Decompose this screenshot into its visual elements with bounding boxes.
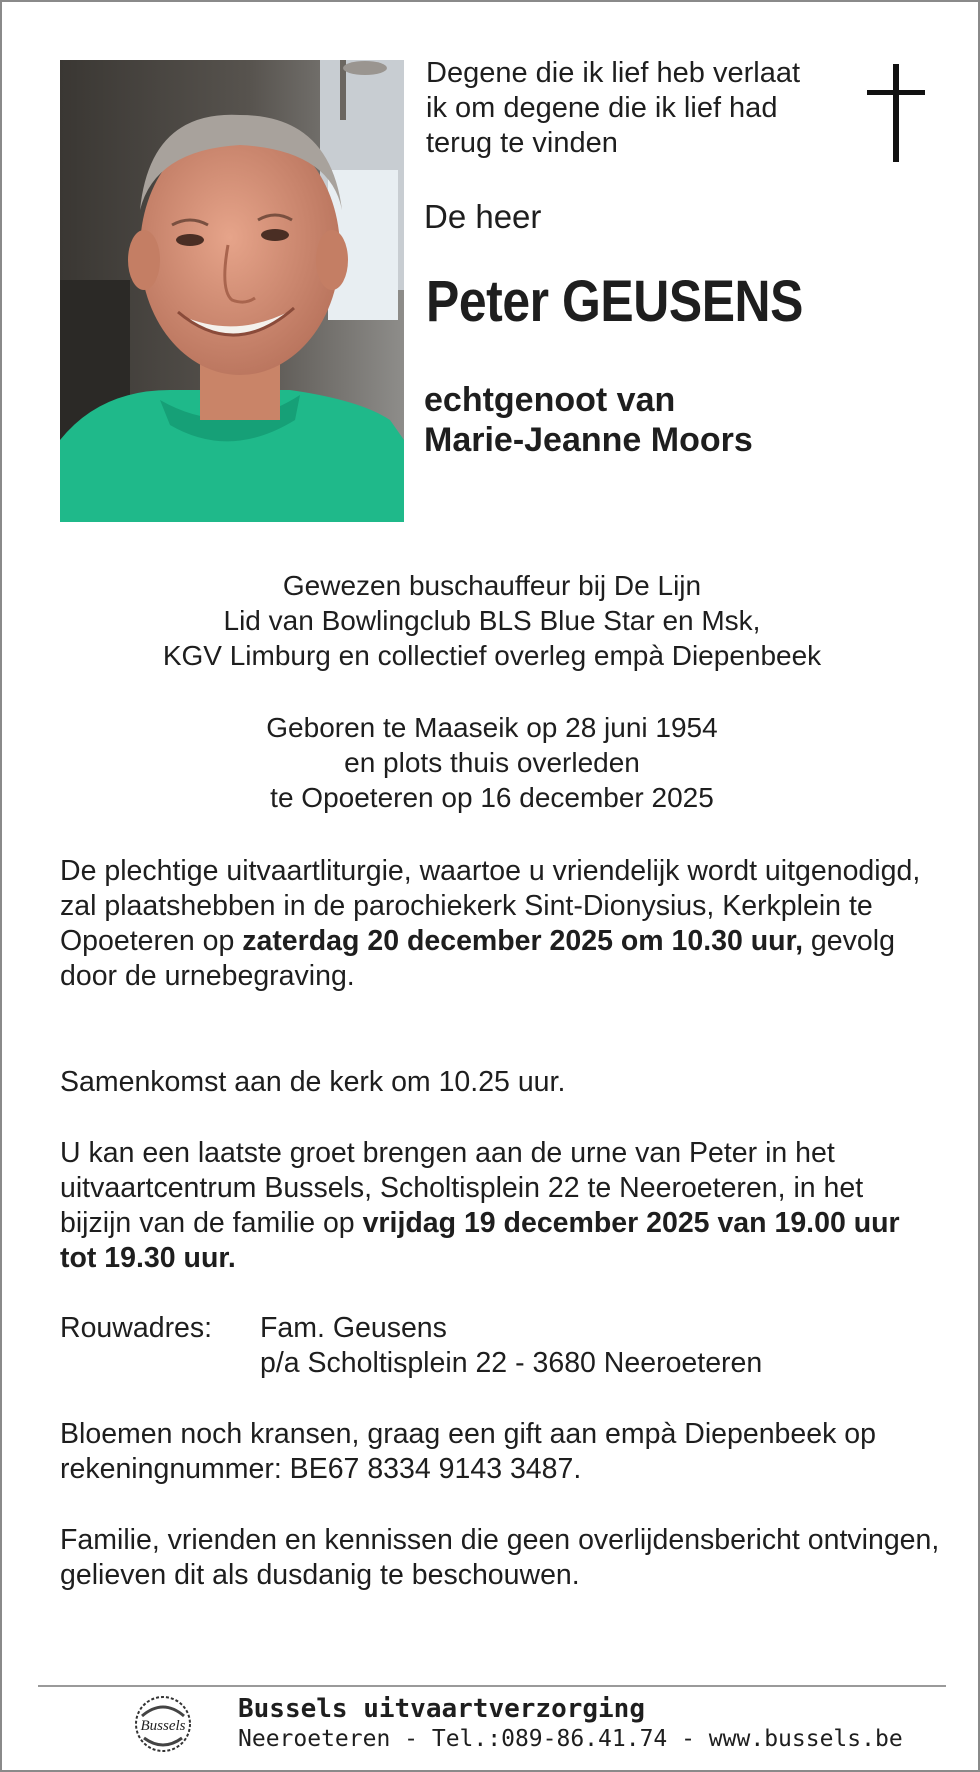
spouse-info xyxy=(424,380,753,460)
spouse-name: Marie-Jeanne Moors xyxy=(424,421,753,459)
firm-contact: Neeroeteren - Tel.:089-86.41.74 - www.bussels.be xyxy=(238,1726,903,1752)
funeral-paragraph xyxy=(60,854,940,994)
bussels-logo-icon xyxy=(132,1694,194,1754)
firm-name: Bussels uitvaartverzorging xyxy=(238,1694,645,1724)
logo-wordmark: Bussels xyxy=(140,1718,186,1734)
career-line-1: Gewezen buschauffeur bij De Lijn xyxy=(282,570,702,601)
visit-intro: U kan een laatste groet brengen aan de urne van Peter in het uitvaartcentrum Bussels, Scholtisplein 22 te Neeroeteren, in het bijzijn van de familie op xyxy=(60,1137,864,1239)
address-label: Rouwadres: xyxy=(60,1312,213,1344)
address-line-1: Fam. Geusens xyxy=(260,1312,447,1344)
death-line-2: te Opoeteren op 16 december 2025 xyxy=(270,782,714,813)
poem xyxy=(426,56,800,161)
visit-paragraph xyxy=(60,1136,940,1276)
notice-paragraph: Familie, vrienden en kennissen die geen overlijdensbericht ontvingen, gelieven dit als dusdanig te beschouwen. xyxy=(60,1524,940,1591)
career-line-2: Lid van Bowlingclub BLS Blue Star en Msk, xyxy=(223,605,761,636)
footer-divider xyxy=(38,1685,946,1687)
flowers-paragraph: Bloemen noch kransen, graag een gift aan empà Diepenbeek op rekeningnummer: BE67 8334 9143 3487. xyxy=(60,1418,876,1485)
poem-line-3: terug te vinden xyxy=(426,127,618,159)
funeral-datetime: zaterdag 20 december 2025 om 10.30 uur, xyxy=(242,925,804,957)
funeral-outro: gevolg door de urnebegraving. xyxy=(60,925,895,992)
address-line-2: p/a Scholtisplein 22 - 3680 Neeroeteren xyxy=(260,1347,763,1379)
birth-line: Geboren te Maaseik op 28 juni 1954 xyxy=(266,712,718,743)
life-dates-block xyxy=(2,710,980,815)
funeral-intro: De plechtige uitvaartliturgie, waartoe u vriendelijk wordt uitgenodigd, zal plaatshebben in de parochiekerk Sint-Dionysius, Kerkplein te Opoeteren op xyxy=(60,855,921,957)
visit-datetime: vrijdag 19 december 2025 van 19.00 uur tot 19.30 uur. xyxy=(60,1207,900,1274)
portrait-image xyxy=(60,60,404,522)
salutation: De heer xyxy=(424,198,542,235)
portrait-photo xyxy=(60,60,404,522)
poem-line-1: Degene die ik lief heb verlaat xyxy=(426,57,801,89)
cross-icon xyxy=(867,64,925,162)
career-line-3: KGV Limburg en collectief overleg empà Diepenbeek xyxy=(162,640,822,671)
deceased-name: Peter GEUSENS xyxy=(426,269,803,334)
gathering-paragraph: Samenkomst aan de kerk om 10.25 uur. xyxy=(60,1066,566,1098)
death-line-1: en plots thuis overleden xyxy=(344,747,640,778)
career-block xyxy=(2,568,980,673)
spouse-relation: echtgenoot van xyxy=(424,381,676,419)
poem-line-2: ik om degene die ik lief had xyxy=(426,92,778,124)
